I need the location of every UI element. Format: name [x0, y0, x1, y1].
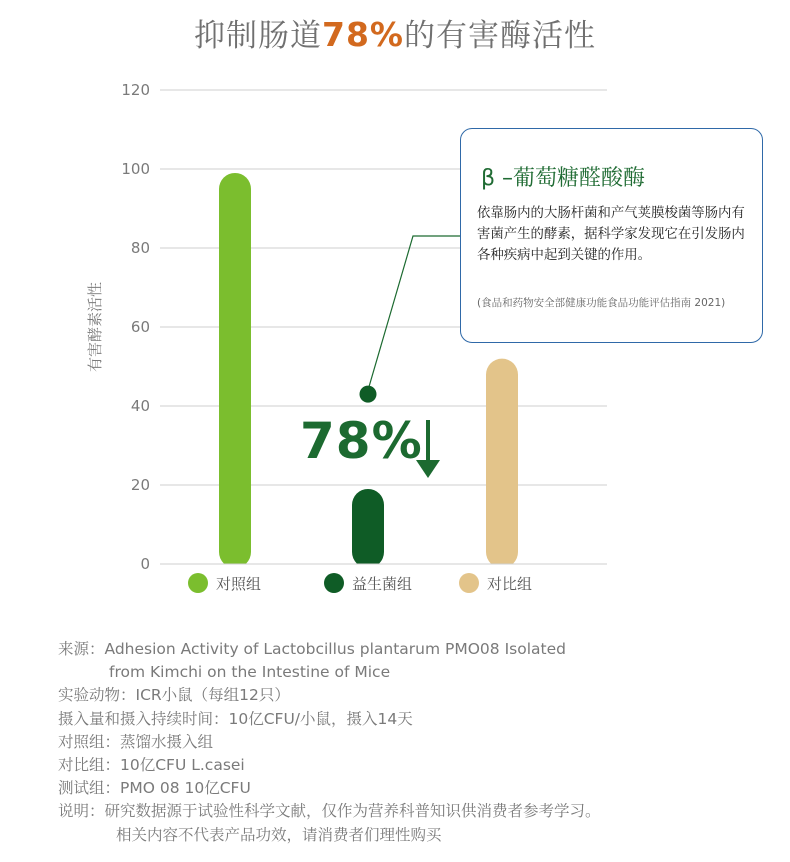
legend-marker-1 [188, 573, 208, 593]
note-line: 实验动物：ICR小鼠（每组12只） [58, 686, 290, 705]
y-tick-label: 100 [121, 160, 150, 178]
y-tick-label: 80 [130, 239, 150, 257]
y-tick-label: 40 [130, 397, 150, 415]
legend-label-3: 对比组 [487, 575, 533, 593]
callout-leader-line [368, 236, 460, 390]
callout-source: (食品和药物安全部健康功能食品功能评估指南 2021) [477, 297, 726, 309]
y-tick-label: 60 [130, 318, 150, 336]
note-line: 对比组：10亿CFU L.casei [58, 756, 245, 775]
page-title [0, 10, 790, 55]
note-line: 对照组：蒸馏水摄入组 [58, 732, 214, 751]
title-suffix: 的有害酶活性 [404, 18, 596, 54]
legend-label-1: 对照组 [216, 575, 262, 593]
note-line: 来源：Adhesion Activity of Lactobcillus plantarum PMO08 Isolated [58, 640, 566, 658]
legend-marker-3 [459, 573, 479, 593]
bar-3 [486, 359, 518, 568]
y-tick-label: 120 [121, 81, 150, 99]
legend-marker-2 [324, 573, 344, 593]
callout-body: 依靠肠内的大肠杆菌和产气荚膜梭菌等肠内有害菌产生的酵素，据科学家发现它在引发肠内各种疾病中起到关键的作用。 [477, 206, 745, 263]
callout-title: β –葡萄糖醛酸酶 [481, 166, 646, 191]
bar-2 [352, 489, 384, 568]
title-prefix: 抑制肠道 [194, 18, 322, 54]
title-highlight: 78% [322, 15, 404, 54]
y-tick-label: 20 [130, 476, 150, 494]
baseline-mask [158, 564, 609, 572]
annotation-dot [360, 386, 377, 403]
note-line: 摄入量和摄入持续时间：10亿CFU/小鼠，摄入14天 [58, 709, 413, 728]
note-line: 相关内容不代表产品功效，请消费者们理性购买 [116, 825, 442, 844]
note-line: 说明：研究数据源于试验性科学文献，仅作为营养科普知识供消费者参考学习。 [58, 802, 601, 821]
y-axis-label: 有害酵素活性 [86, 281, 104, 373]
reduction-percent-label: 78% [300, 412, 423, 470]
note-line: from Kimchi on the Intestine of Mice [109, 663, 391, 682]
bar-1 [219, 173, 251, 568]
note-line: 测试组：PMO 08 10亿CFU [58, 779, 251, 798]
enzyme-callout-box [460, 128, 763, 343]
study-notes [58, 638, 778, 847]
legend-label-2: 益生菌组 [352, 575, 413, 593]
y-tick-label: 0 [140, 555, 150, 573]
